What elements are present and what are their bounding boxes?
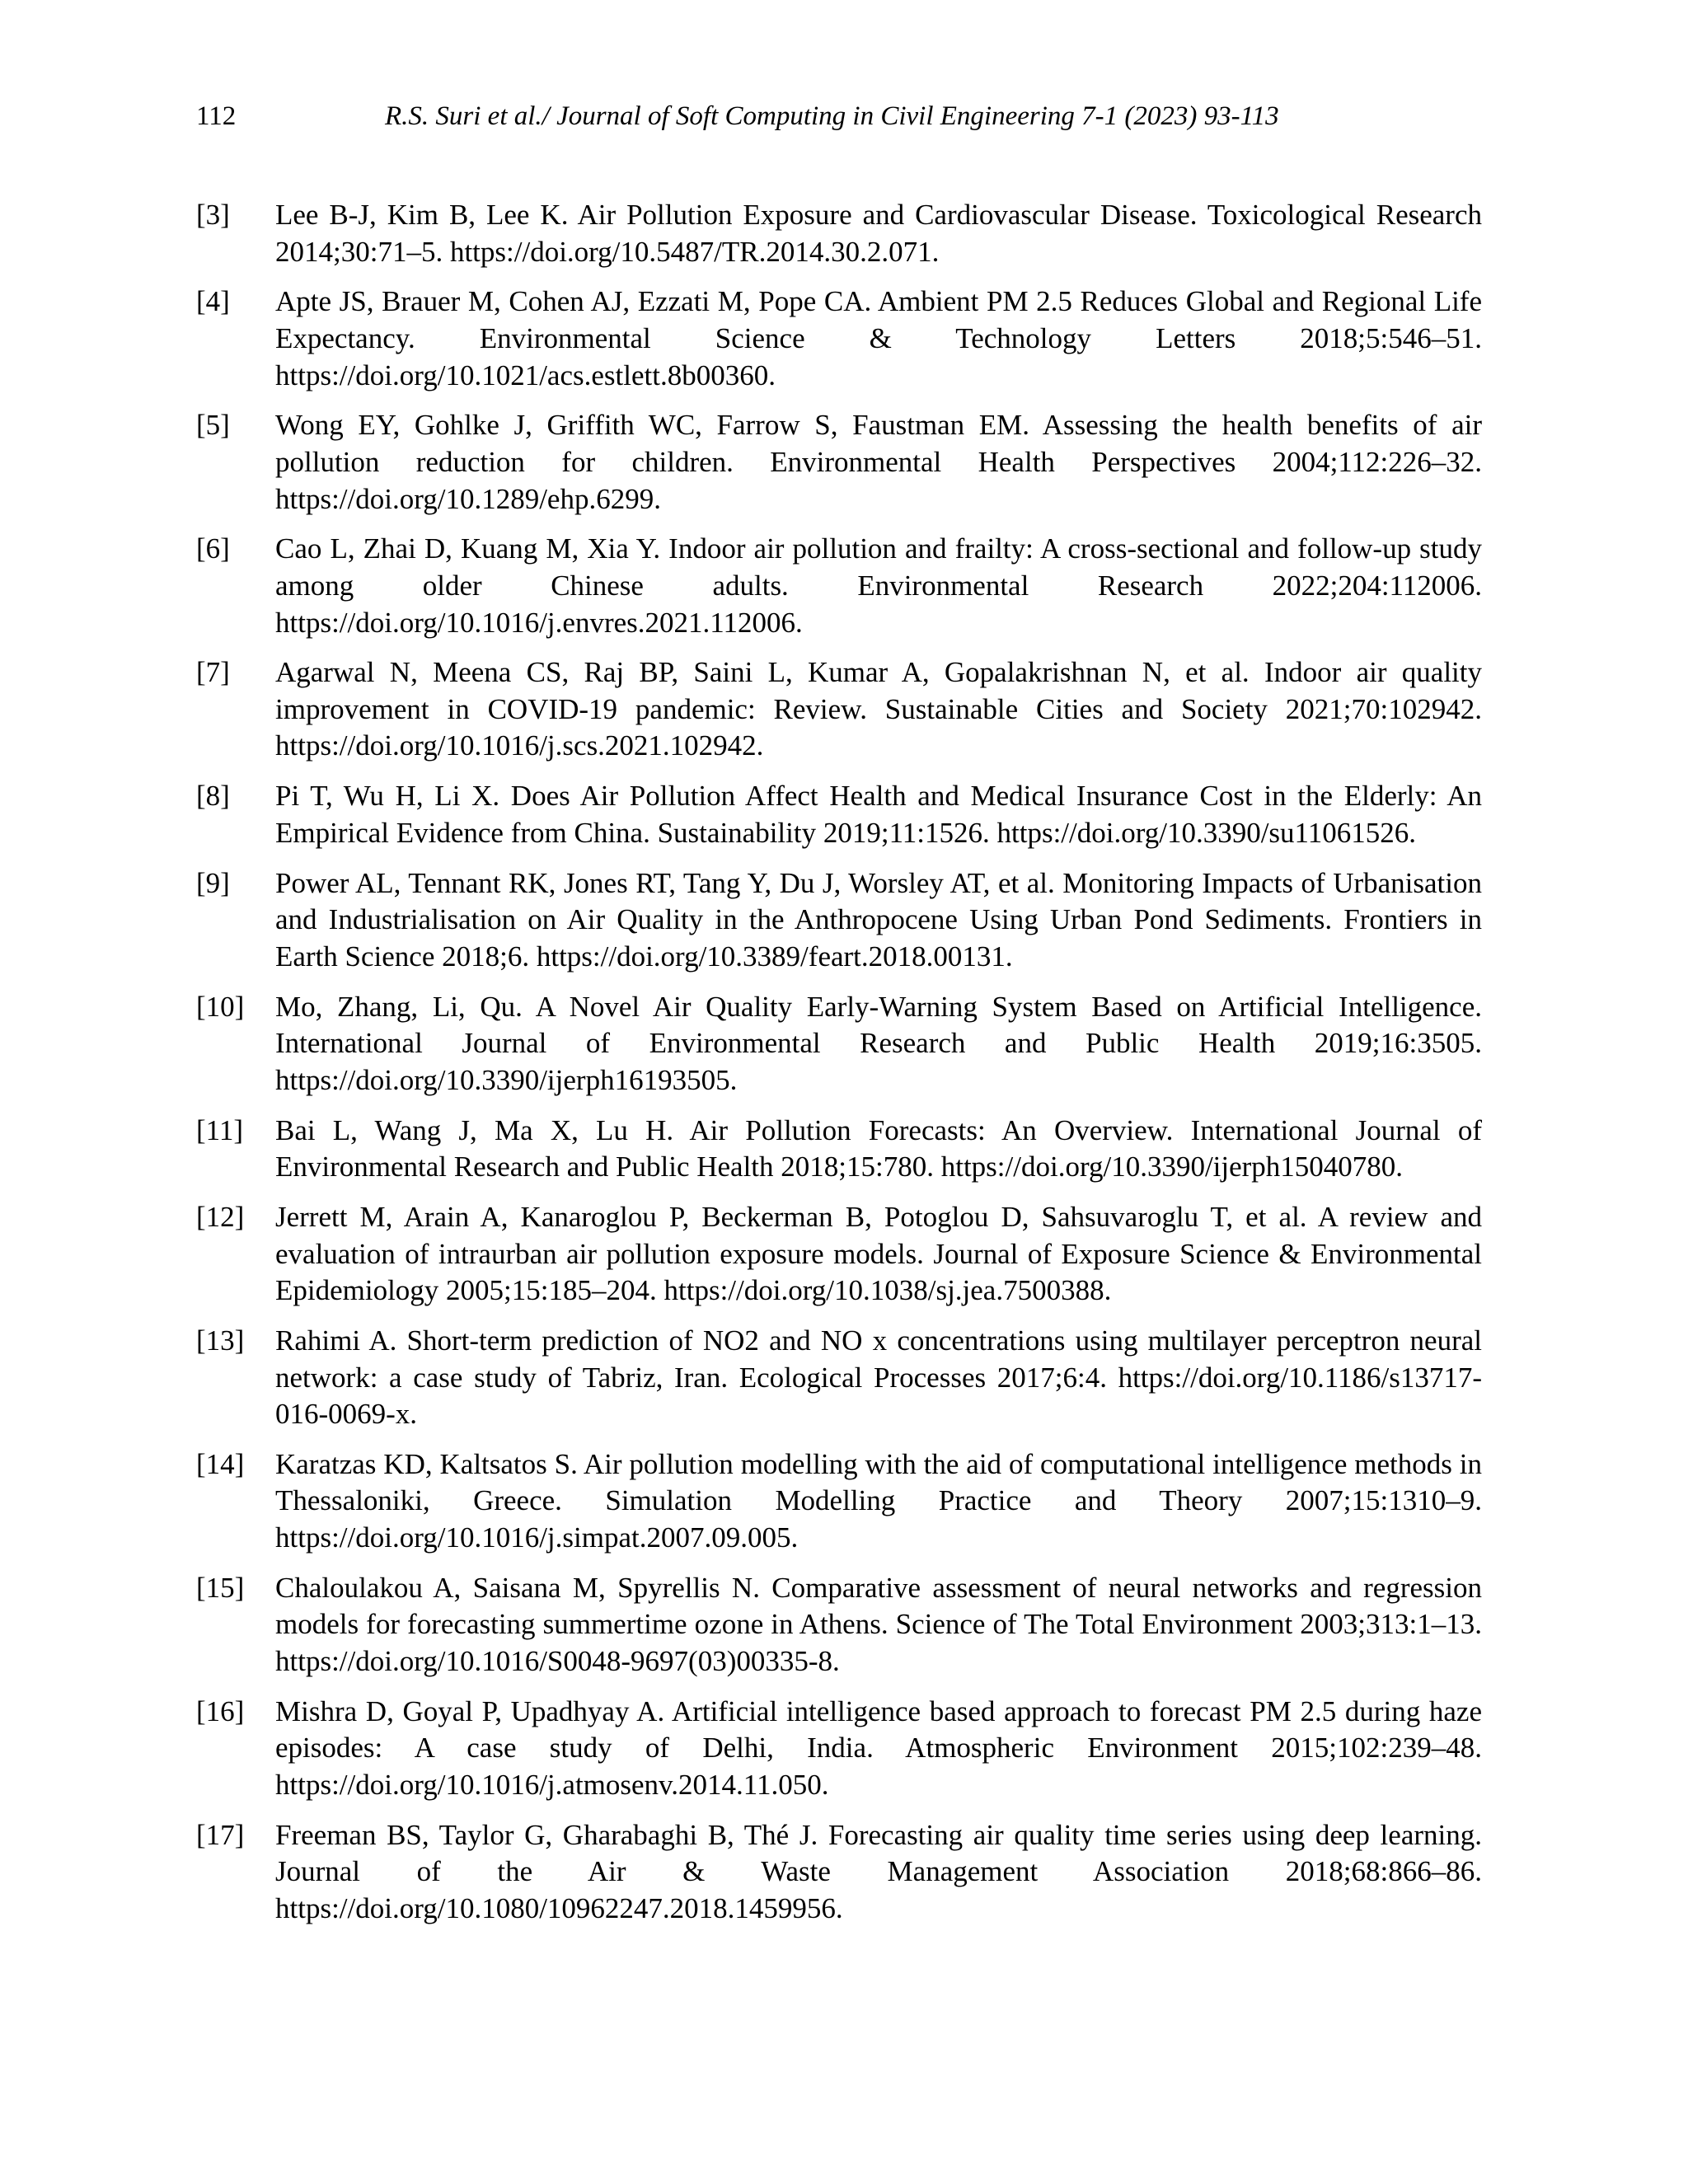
reference-number: [5]	[196, 409, 230, 442]
reference-item	[196, 1446, 1482, 1557]
reference-item	[196, 531, 1482, 641]
reference-text: Freeman BS, Taylor G, Gharabaghi B, Thé J. Forecasting air quality time series using deep learning. Journal of the Air & Waste Management Association 2018;68:866–86. https://doi.org/10.1080/10962247.2018.1459956.	[275, 1818, 1482, 1924]
reference-number: [15]	[196, 1571, 245, 1604]
reference-text: Agarwal N, Meena CS, Raj BP, Saini L, Kumar A, Gopalakrishnan N, et al. Indoor air quality improvement in COVID-19 pandemic: Review. Sustainable Cities and Society 2021;70:102942. https://doi.org/10.1016/j.scs.2021.102942.	[275, 656, 1482, 762]
reference-number: [7]	[196, 656, 230, 689]
reference-item	[196, 1694, 1482, 1804]
reference-text: Chaloulakou A, Saisana M, Spyrellis N. Comparative assessment of neural networks and regression models for forecasting summertime ozone in Athens. Science of The Total Environment 2003;313:1–13. https://doi.org/10.1016/S0048-9697(03)00335-8.	[275, 1571, 1482, 1678]
reference-text: Pi T, Wu H, Li X. Does Air Pollution Affect Health and Medical Insurance Cost in the Elderly: An Empirical Evidence from China. Sustainability 2019;11:1526. https://doi.org/10.3390/su11061526.	[275, 780, 1482, 849]
reference-text: Bai L, Wang J, Ma X, Lu H. Air Pollution Forecasts: An Overview. International Journal of Environmental Research and Public Health 2018;15:780. https://doi.org/10.3390/ijerph15040780.	[275, 1113, 1482, 1183]
reference-text: Rahimi A. Short-term prediction of NO2 and NO x concentrations using multilayer perceptron neural network: a case study of Tabriz, Iran. Ecological Processes 2017;6:4. https://doi.org/10.1186/s13717-016-0069-x.	[275, 1324, 1482, 1431]
reference-item	[196, 1323, 1482, 1433]
reference-number: [12]	[196, 1200, 245, 1233]
reference-number: [17]	[196, 1818, 245, 1851]
reference-number: [6]	[196, 532, 230, 565]
reference-item	[196, 865, 1482, 976]
running-head: R.S. Suri et al./ Journal of Soft Computing in Civil Engineering 7-1 (2023) 93-113	[385, 101, 1279, 131]
reference-number: [10]	[196, 990, 245, 1023]
reference-item	[196, 1113, 1482, 1186]
page-number: 112	[196, 101, 237, 131]
reference-text: Power AL, Tennant RK, Jones RT, Tang Y, Du J, Worsley AT, et al. Monitoring Impacts of Urbanisation and Industrialisation on Air Quality in the Anthropocene Using Urban Pond Sediments. Frontiers in Earth Science 2018;6. https://doi.org/10.3389/feart.2018.00131.	[275, 866, 1482, 972]
reference-item	[196, 1199, 1482, 1310]
reference-text: Apte JS, Brauer M, Cohen AJ, Ezzati M, Pope CA. Ambient PM 2.5 Reduces Global and Regional Life Expectancy. Environmental Science & Technology Letters 2018;5:546–51. https://doi.org/10.1021/acs.estlett.8b00360.	[275, 285, 1482, 391]
reference-number: [11]	[196, 1113, 244, 1146]
reference-number: [8]	[196, 780, 230, 813]
reference-item	[196, 197, 1482, 270]
reference-number: [3]	[196, 199, 230, 231]
reference-number: [14]	[196, 1447, 245, 1480]
reference-item	[196, 654, 1482, 765]
reference-list	[196, 197, 1482, 1941]
reference-text: Lee B-J, Kim B, Lee K. Air Pollution Exposure and Cardiovascular Disease. Toxicological Research 2014;30:71–5. https://doi.org/10.5487/TR.2014.30.2.071.	[275, 199, 1482, 268]
reference-item	[196, 989, 1482, 1099]
reference-number: [4]	[196, 285, 230, 318]
reference-text: Karatzas KD, Kaltsatos S. Air pollution modelling with the aid of computational intelligence methods in Thessaloniki, Greece. Simulation Modelling Practice and Theory 2007;15:1310–9. https://doi.org/10.1016/j.simpat.2007.09.005.	[275, 1447, 1482, 1554]
reference-number: [13]	[196, 1324, 245, 1357]
reference-item	[196, 284, 1482, 394]
reference-text: Mishra D, Goyal P, Upadhyay A. Artificial intelligence based approach to forecast PM 2.5 during haze episodes: A case study of Delhi, India. Atmospheric Environment 2015;102:239–48. https://doi.org/10.1016/j.atmosenv.2014.11.050.	[275, 1694, 1482, 1801]
reference-text: Mo, Zhang, Li, Qu. A Novel Air Quality Early-Warning System Based on Artificial Intelligence. International Journal of Environmental Research and Public Health 2019;16:3505. https://doi.org/10.3390/ijerph16193505.	[275, 990, 1482, 1096]
reference-text: Wong EY, Gohlke J, Griffith WC, Farrow S, Faustman EM. Assessing the health benefits of air pollution reduction for children. Environmental Health Perspectives 2004;112:226–32. https://doi.org/10.1289/ehp.6299.	[275, 409, 1482, 515]
reference-text: Cao L, Zhai D, Kuang M, Xia Y. Indoor air pollution and frailty: A cross-sectional and follow-up study among older Chinese adults. Environmental Research 2022;204:112006. https://doi.org/10.1016/j.envres.2021.112006.	[275, 532, 1482, 639]
reference-item	[196, 1570, 1482, 1680]
reference-number: [16]	[196, 1694, 245, 1727]
reference-item	[196, 1817, 1482, 1928]
reference-item	[196, 778, 1482, 851]
reference-item	[196, 407, 1482, 518]
reference-number: [9]	[196, 866, 230, 899]
reference-text: Jerrett M, Arain A, Kanaroglou P, Beckerman B, Potoglou D, Sahsuvaroglu T, et al. A review and evaluation of intraurban air pollution exposure models. Journal of Exposure Science & Environmental Epidemiology 2005;15:185–204. https://doi.org/10.1038/sj.jea.7500388.	[275, 1200, 1482, 1307]
